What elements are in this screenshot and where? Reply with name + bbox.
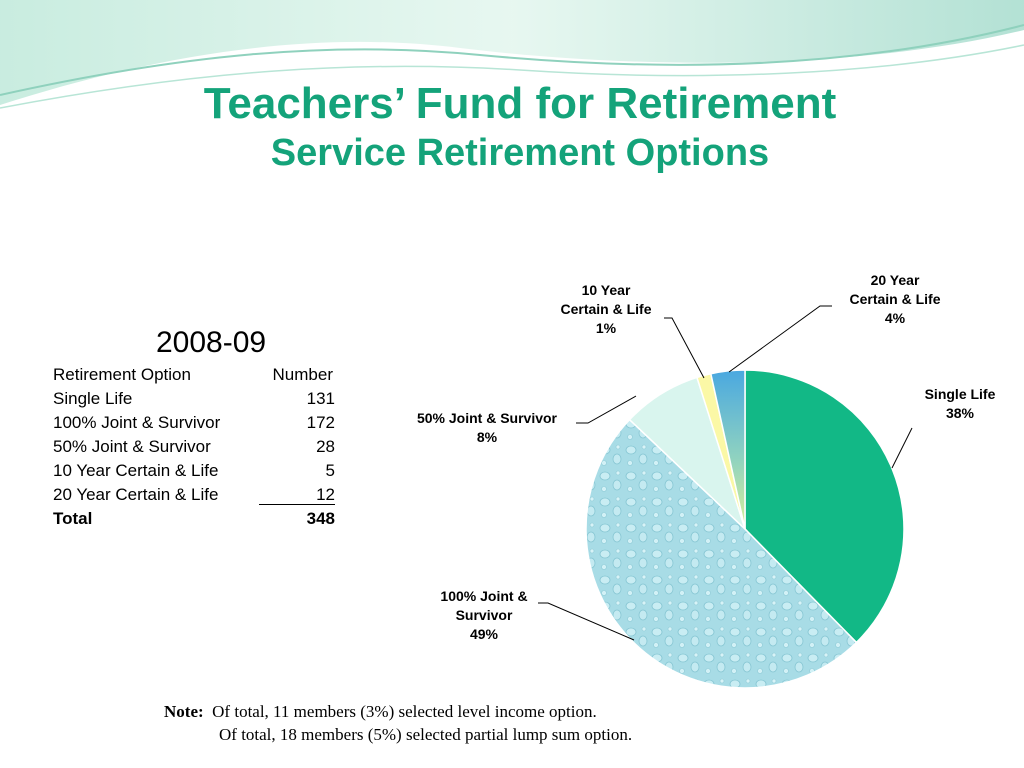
row-option: Single Life (53, 389, 133, 408)
label-50-joint-survivor: 50% Joint & Survivor 8% (416, 410, 558, 445)
leader-line-10-year (664, 318, 704, 378)
footnote (164, 700, 632, 746)
label-single-life: Single Life 38% (924, 386, 996, 421)
note-label: Note: (164, 702, 204, 721)
total-label: Total (53, 509, 93, 528)
table-year: 2008-09 (156, 326, 267, 359)
label-20-year-certain: 20 Year Certain & Life 4% (849, 272, 941, 326)
row-number: 28 (316, 437, 335, 456)
row-number: 172 (306, 413, 335, 432)
page-subtitle: Service Retirement Options (270, 132, 770, 174)
note-line-2: Of total, 18 members (5%) selected partial lump sum option. (219, 725, 633, 744)
leader-line-single-life (892, 428, 912, 468)
page-title: Teachers’ Fund for Retirement (203, 79, 837, 128)
note-line-1 (164, 700, 632, 723)
label-100-joint-survivor: 100% Joint & Survivor 49% (440, 588, 528, 642)
row-option: 20 Year Certain & Life (53, 485, 219, 504)
column-header-number: Number (272, 365, 333, 384)
row-number: 131 (306, 389, 335, 408)
total-value: 348 (306, 509, 335, 528)
row-option: 100% Joint & Survivor (53, 413, 221, 432)
label-10-year-certain: 10 Year Certain & Life 1% (560, 282, 652, 336)
row-number: 5 (325, 461, 335, 480)
note-text-1: Of total, 11 members (3%) selected level income option. (212, 702, 597, 721)
row-option: 10 Year Certain & Life (53, 461, 219, 480)
row-option: 50% Joint & Survivor (53, 437, 211, 456)
column-header-option: Retirement Option (53, 365, 191, 384)
leader-line-20-year (729, 306, 832, 372)
leader-line-50-joint (576, 396, 636, 423)
row-number-value: 12 (259, 485, 335, 505)
